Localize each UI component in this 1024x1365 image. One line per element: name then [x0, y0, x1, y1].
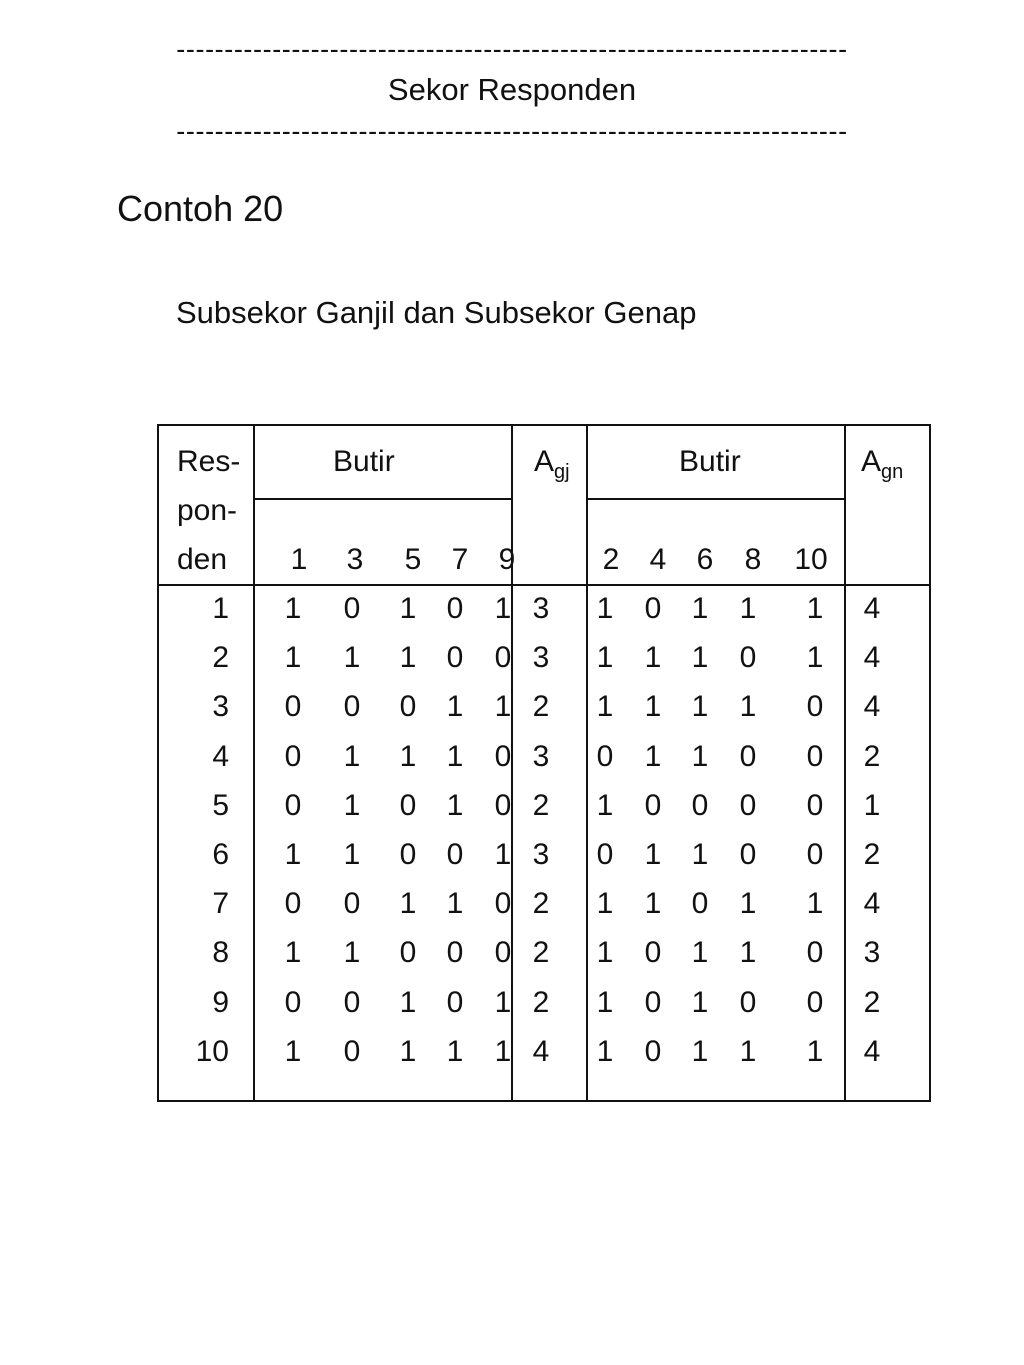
odd-item-score: 0	[399, 690, 417, 724]
even-item-score: 0	[806, 936, 824, 970]
odd-item-score: 1	[399, 985, 417, 1019]
even-item-score: 0	[739, 838, 757, 871]
agj-score: 3	[532, 592, 550, 625]
agj-score: 2	[532, 936, 550, 970]
table-top-border	[157, 424, 931, 426]
even-item-score: 1	[691, 985, 709, 1019]
odd-item-score: 1	[343, 788, 361, 822]
odd-item-score: 0	[446, 985, 464, 1019]
even-item-score: 1	[644, 690, 662, 724]
even-item-score: 1	[644, 641, 662, 675]
even-item-score: 0	[806, 985, 824, 1019]
agj-score: 4	[532, 1034, 550, 1068]
divider-respondent	[253, 424, 255, 1102]
odd-item-score: 1	[343, 936, 361, 970]
agn-score: 4	[863, 690, 881, 724]
even-item-score: 1	[691, 641, 709, 675]
agj-header: $A_{gj}$	[534, 445, 570, 483]
even-item-score: 0	[739, 788, 757, 822]
even-item-score: 0	[806, 838, 824, 871]
respondent-number: 7	[212, 887, 229, 921]
even-item-score: 1	[644, 838, 662, 871]
odd-item-score: 1	[494, 1034, 512, 1068]
even-item-header: 10	[794, 543, 828, 576]
odd-item-header: 3	[346, 543, 364, 576]
odd-item-score: 1	[446, 739, 464, 773]
even-item-score: 1	[691, 1034, 709, 1068]
odd-item-score: 0	[446, 838, 464, 871]
odd-item-header: 1	[290, 543, 308, 576]
respondent-number: 9	[212, 985, 229, 1019]
agn-score: 4	[863, 592, 881, 625]
even-item-score: 1	[806, 592, 824, 625]
divider-even-items	[844, 424, 846, 1102]
even-item-score: 0	[739, 641, 757, 675]
even-item-score: 1	[596, 641, 614, 675]
even-item-score: 1	[596, 592, 614, 625]
even-item-score: 0	[691, 788, 709, 822]
odd-item-score: 0	[343, 690, 361, 724]
odd-item-score: 0	[284, 788, 302, 822]
even-item-score: 1	[691, 838, 709, 871]
respondent-header-line: Res-	[177, 445, 241, 478]
respondent-header-line: pon-	[177, 494, 238, 527]
agj-score: 3	[532, 641, 550, 675]
respondent-number: 8	[212, 936, 229, 970]
odd-item-score: 0	[494, 641, 512, 675]
odd-item-score: 1	[399, 887, 417, 921]
even-item-score: 1	[739, 1034, 757, 1068]
agn-score: 2	[863, 739, 881, 773]
even-item-score: 1	[596, 936, 614, 970]
even-item-score: 1	[644, 739, 662, 773]
agj-score: 2	[532, 887, 550, 921]
even-item-header: 2	[602, 543, 620, 576]
section-title: Subsekor Ganjil dan Subsekor Genap	[176, 295, 697, 330]
odd-item-score: 1	[446, 690, 464, 724]
odd-item-score: 0	[284, 985, 302, 1019]
odd-item-score: 0	[494, 788, 512, 822]
even-item-score: 1	[596, 1034, 614, 1068]
odd-butir-label: Butir	[333, 445, 395, 478]
even-item-score: 0	[644, 1034, 662, 1068]
example-title: Contoh 20	[117, 188, 284, 229]
even-item-score: 1	[691, 690, 709, 724]
even-item-score: 1	[596, 690, 614, 724]
odd-item-score: 0	[284, 739, 302, 773]
odd-item-score: 0	[446, 936, 464, 970]
agn-score: 4	[863, 641, 881, 675]
respondent-number: 2	[212, 641, 229, 675]
even-item-score: 1	[644, 887, 662, 921]
agn-score: 2	[863, 838, 881, 871]
odd-item-score: 1	[284, 641, 302, 675]
even-item-score: 0	[806, 788, 824, 822]
odd-item-score: 1	[343, 739, 361, 773]
agj-score: 3	[532, 739, 550, 773]
respondent-number: 10	[195, 1034, 229, 1068]
agj-score: 3	[532, 838, 550, 871]
odd-item-score: 1	[284, 936, 302, 970]
even-item-header: 8	[744, 543, 762, 576]
odd-item-score: 0	[494, 887, 512, 921]
respondent-number: 3	[212, 690, 229, 724]
odd-item-score: 1	[284, 1034, 302, 1068]
odd-item-score: 1	[494, 985, 512, 1019]
even-item-score: 1	[806, 1034, 824, 1068]
odd-item-score: 1	[284, 838, 302, 871]
page-heading: Sekor Responden	[387, 72, 637, 107]
respondent-number: 1	[212, 592, 229, 625]
odd-item-score: 1	[399, 592, 417, 625]
respondent-number: 5	[212, 788, 229, 822]
even-item-score: 1	[596, 887, 614, 921]
odd-item-score: 0	[446, 641, 464, 675]
odd-item-score: 1	[399, 641, 417, 675]
even-item-score: 1	[739, 936, 757, 970]
rule-even-butir	[586, 498, 844, 500]
even-item-score: 1	[739, 887, 757, 921]
bottom-dash-rule: ----------------------------------------------------------------------	[176, 116, 848, 146]
odd-item-score: 1	[399, 1034, 417, 1068]
even-item-score: 0	[596, 739, 614, 773]
even-item-score: 0	[806, 739, 824, 773]
even-butir-label: Butir	[679, 445, 741, 478]
even-item-score: 1	[596, 985, 614, 1019]
odd-item-header: 5	[404, 543, 422, 576]
odd-item-score: 0	[343, 592, 361, 625]
agj-score: 2	[532, 690, 550, 724]
respondent-number: 6	[212, 838, 229, 871]
agn-score: 4	[863, 1034, 881, 1068]
agn-score: 2	[863, 985, 881, 1019]
odd-item-score: 0	[494, 739, 512, 773]
even-item-score: 0	[644, 936, 662, 970]
odd-item-score: 1	[446, 788, 464, 822]
even-item-score: 1	[691, 592, 709, 625]
respondent-header-line: den	[177, 543, 228, 576]
rule-odd-butir	[253, 498, 511, 500]
odd-item-header: 9	[498, 543, 516, 576]
respondent-number: 4	[212, 739, 229, 773]
agn-header: $A_{gn}$	[861, 445, 904, 483]
even-item-score: 0	[806, 690, 824, 724]
even-item-header: 4	[649, 543, 667, 576]
agn-score: 3	[863, 936, 881, 970]
odd-item-score: 0	[343, 1034, 361, 1068]
odd-item-score: 1	[343, 641, 361, 675]
even-item-score: 0	[644, 592, 662, 625]
odd-item-score: 1	[343, 838, 361, 871]
odd-item-score: 1	[399, 739, 417, 773]
table-bottom-border	[157, 1100, 931, 1102]
agn-score: 4	[863, 887, 881, 921]
odd-item-score: 0	[399, 936, 417, 970]
odd-item-score: 0	[343, 985, 361, 1019]
even-item-score: 0	[739, 985, 757, 1019]
even-item-score: 1	[691, 739, 709, 773]
even-item-score: 0	[644, 985, 662, 1019]
odd-item-score: 0	[343, 887, 361, 921]
score-table	[157, 424, 931, 1101]
odd-item-score: 1	[284, 592, 302, 625]
agj-score: 2	[532, 788, 550, 822]
even-item-score: 1	[691, 936, 709, 970]
odd-item-score: 0	[446, 592, 464, 625]
even-item-score: 0	[691, 887, 709, 921]
odd-item-score: 0	[494, 936, 512, 970]
even-item-score: 0	[596, 838, 614, 871]
even-item-score: 1	[739, 690, 757, 724]
even-item-score: 1	[806, 641, 824, 675]
header-bottom-rule	[157, 584, 931, 586]
table-left-border	[157, 424, 159, 1102]
odd-item-score: 0	[399, 838, 417, 871]
table-right-border	[929, 424, 931, 1102]
even-item-score: 1	[739, 592, 757, 625]
even-item-score: 1	[806, 887, 824, 921]
odd-item-score: 1	[494, 838, 512, 871]
odd-item-header: 7	[451, 543, 469, 576]
odd-item-score: 0	[284, 887, 302, 921]
odd-item-score: 0	[399, 788, 417, 822]
top-dash-rule: ----------------------------------------------------------------------	[176, 34, 848, 64]
odd-item-score: 1	[446, 1034, 464, 1068]
odd-item-score: 1	[494, 592, 512, 625]
agj-score: 2	[532, 985, 550, 1019]
even-item-header: 6	[696, 543, 714, 576]
even-item-score: 0	[644, 788, 662, 822]
odd-item-score: 1	[446, 887, 464, 921]
even-item-score: 1	[596, 788, 614, 822]
odd-item-score: 0	[284, 690, 302, 724]
even-item-score: 0	[739, 739, 757, 773]
odd-item-score: 1	[494, 690, 512, 724]
agn-score: 1	[863, 788, 881, 822]
